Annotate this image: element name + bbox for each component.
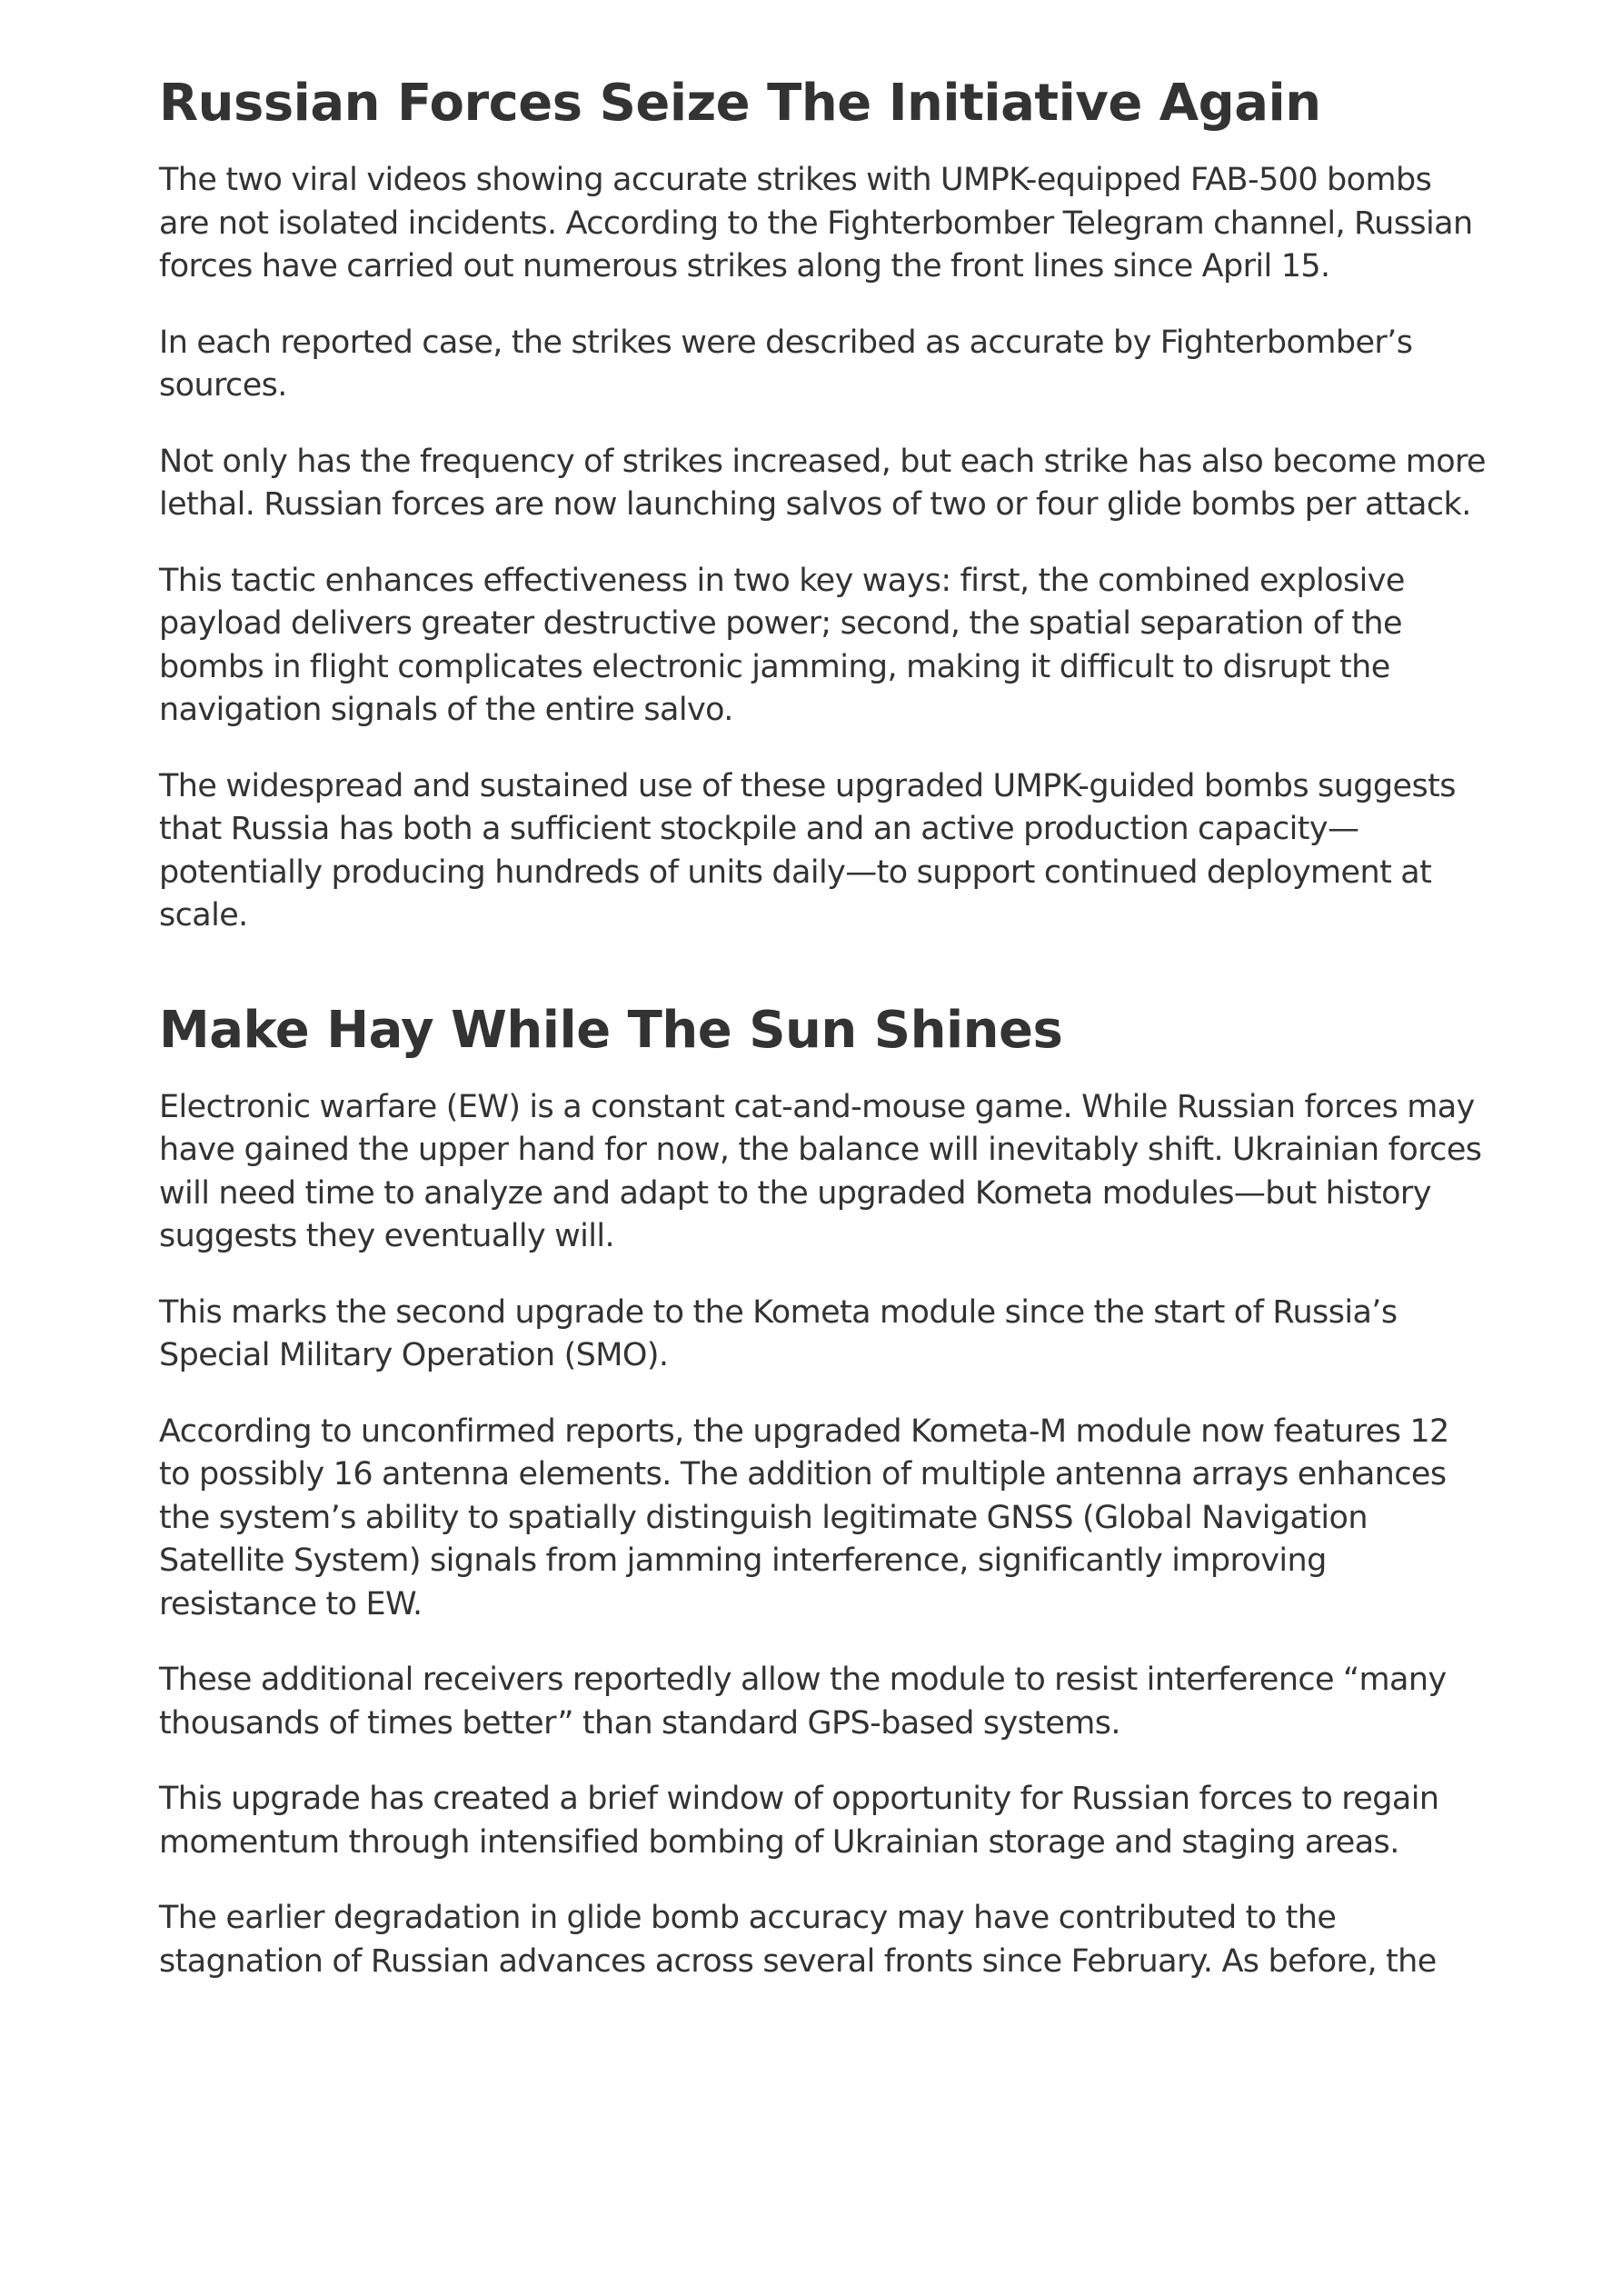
paragraph: According to unconfirmed reports, the upgraded Kometa-M module now features 12 to possibly 16 antenna elements. The addition of multiple antenna arrays enhances the system’s ability to spatially distinguish legitimate GNSS (Global Navigation Satellite System) signals from jamming interference, significantly improving resistance to EW. [159, 1413, 1449, 1622]
section-make-hay [159, 1000, 1486, 1984]
paragraph: These additional receivers reportedly allow the module to resist interference “many thousands of times better” than standard GPS-based systems. [159, 1662, 1447, 1742]
section-initiative [159, 73, 1486, 938]
paragraph: The earlier degradation in glide bomb accuracy may have contributed to the stagnation of Russian advances across several fronts since February. As before, the [159, 1900, 1437, 1980]
paragraph: This upgrade has created a brief window of opportunity for Russian forces to regain momentum through intensified bombing of Ukrainian storage and staging areas. [159, 1781, 1439, 1861]
paragraph: The two viral videos showing accurate strikes with UMPK-equipped FAB-500 bombs are not isolated incidents. According to the Fighterbomber Telegram channel, Russian forces have carried out numerous strikes along the front lines since April 15. [159, 162, 1473, 285]
section-heading: Make Hay While The Sun Shines [159, 1000, 1063, 1060]
paragraph: This tactic enhances effectiveness in two key ways: first, the combined explosive payload delivers greater destructive power; second, the spatial separation of the bombs in flight complicates electronic jamming, making it difficult to disrupt the navigation signals of the entire salvo. [159, 562, 1405, 729]
paragraph: This marks the second upgrade to the Kometa module since the start of Russia’s Special Military Operation (SMO). [159, 1293, 1398, 1374]
paragraph: The widespread and sustained use of these upgraded UMPK-guided bombs suggests that Russia has both a sufficient stockpile and an active production capacity—potentially producing hundreds of units daily—to support continued deployment at scale. [159, 767, 1456, 934]
paragraph: Not only has the frequency of strikes increased, but each strike has also become more lethal. Russian forces are now launching salvos of two or four glide bombs per attack. [159, 443, 1486, 524]
article-page [159, 73, 1486, 2016]
section-heading: Russian Forces Seize The Initiative Again [159, 74, 1321, 133]
paragraph: In each reported case, the strikes were described as accurate by Fighterbomber’s sources. [159, 324, 1413, 404]
paragraph: Electronic warfare (EW) is a constant cat-and-mouse game. While Russian forces may have gained the upper hand for now, the balance will inevitably shift. Ukrainian forces will need time to analyze and adapt to the upgraded Kometa modules—but history suggests they eventually will. [159, 1088, 1482, 1255]
